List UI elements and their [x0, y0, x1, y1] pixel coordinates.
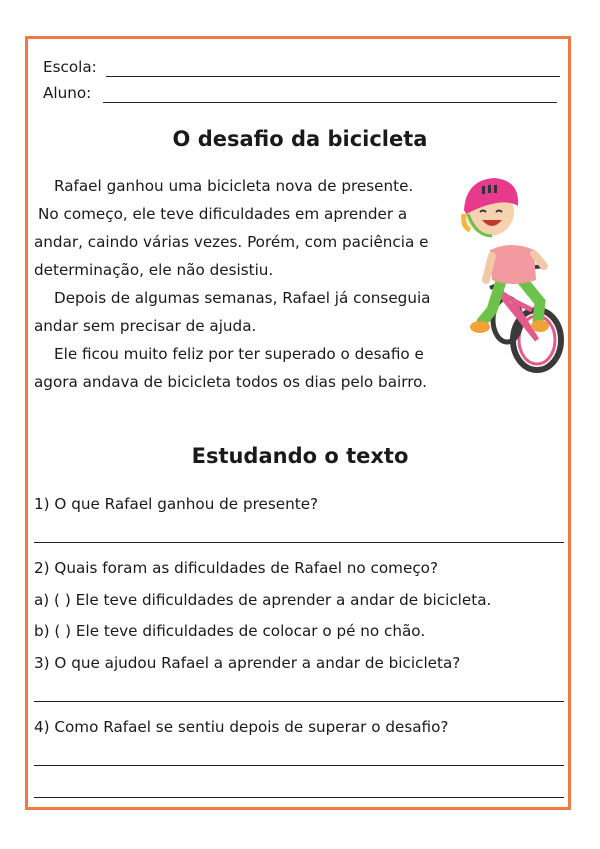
student-label: Aluno: [43, 84, 92, 102]
boy-on-bicycle-illustration [452, 170, 570, 375]
question-2: 2) Quais foram as dificuldades de Rafael no começo? [34, 559, 439, 577]
answer-line-4a[interactable] [34, 765, 564, 766]
question-1: 1) O que Rafael ganhou de presente? [34, 495, 319, 513]
school-label: Escola: [43, 58, 97, 76]
story-line: andar, caindo várias vezes. Porém, com paciência e [34, 233, 429, 251]
story-line: Rafael ganhou uma bicicleta nova de presente. [54, 177, 414, 195]
question-4: 4) Como Rafael se sentiu depois de superar o desafio? [34, 718, 449, 736]
page-border [25, 36, 571, 810]
story-line: agora andava de bicicleta todos os dias pelo bairro. [34, 373, 427, 391]
story-line: Depois de algumas semanas, Rafael já conseguia [54, 289, 431, 307]
section-title: Estudando o texto [191, 444, 409, 468]
page-title: O desafio da bicicleta [172, 127, 428, 151]
student-field-line[interactable] [103, 102, 557, 103]
answer-line-1[interactable] [34, 542, 564, 543]
story-line: Ele ficou muito feliz por ter superado o desafio e [54, 345, 424, 363]
question-3: 3) O que ajudou Rafael a aprender a andar de bicicleta? [34, 654, 461, 672]
question-2-option-a[interactable]: a) ( ) Ele teve dificuldades de aprender a andar de bicicleta. [34, 591, 492, 609]
school-field-line[interactable] [106, 76, 560, 77]
story-line: determinação, ele não desistiu. [34, 261, 274, 279]
question-2-option-b[interactable]: b) ( ) Ele teve dificuldades de colocar o pé no chão. [34, 622, 426, 640]
story-line: No começo, ele teve dificuldades em aprender a [38, 205, 408, 223]
answer-line-3[interactable] [34, 701, 564, 702]
story-line: andar sem precisar de ajuda. [34, 317, 257, 335]
answer-line-4b[interactable] [34, 797, 564, 798]
